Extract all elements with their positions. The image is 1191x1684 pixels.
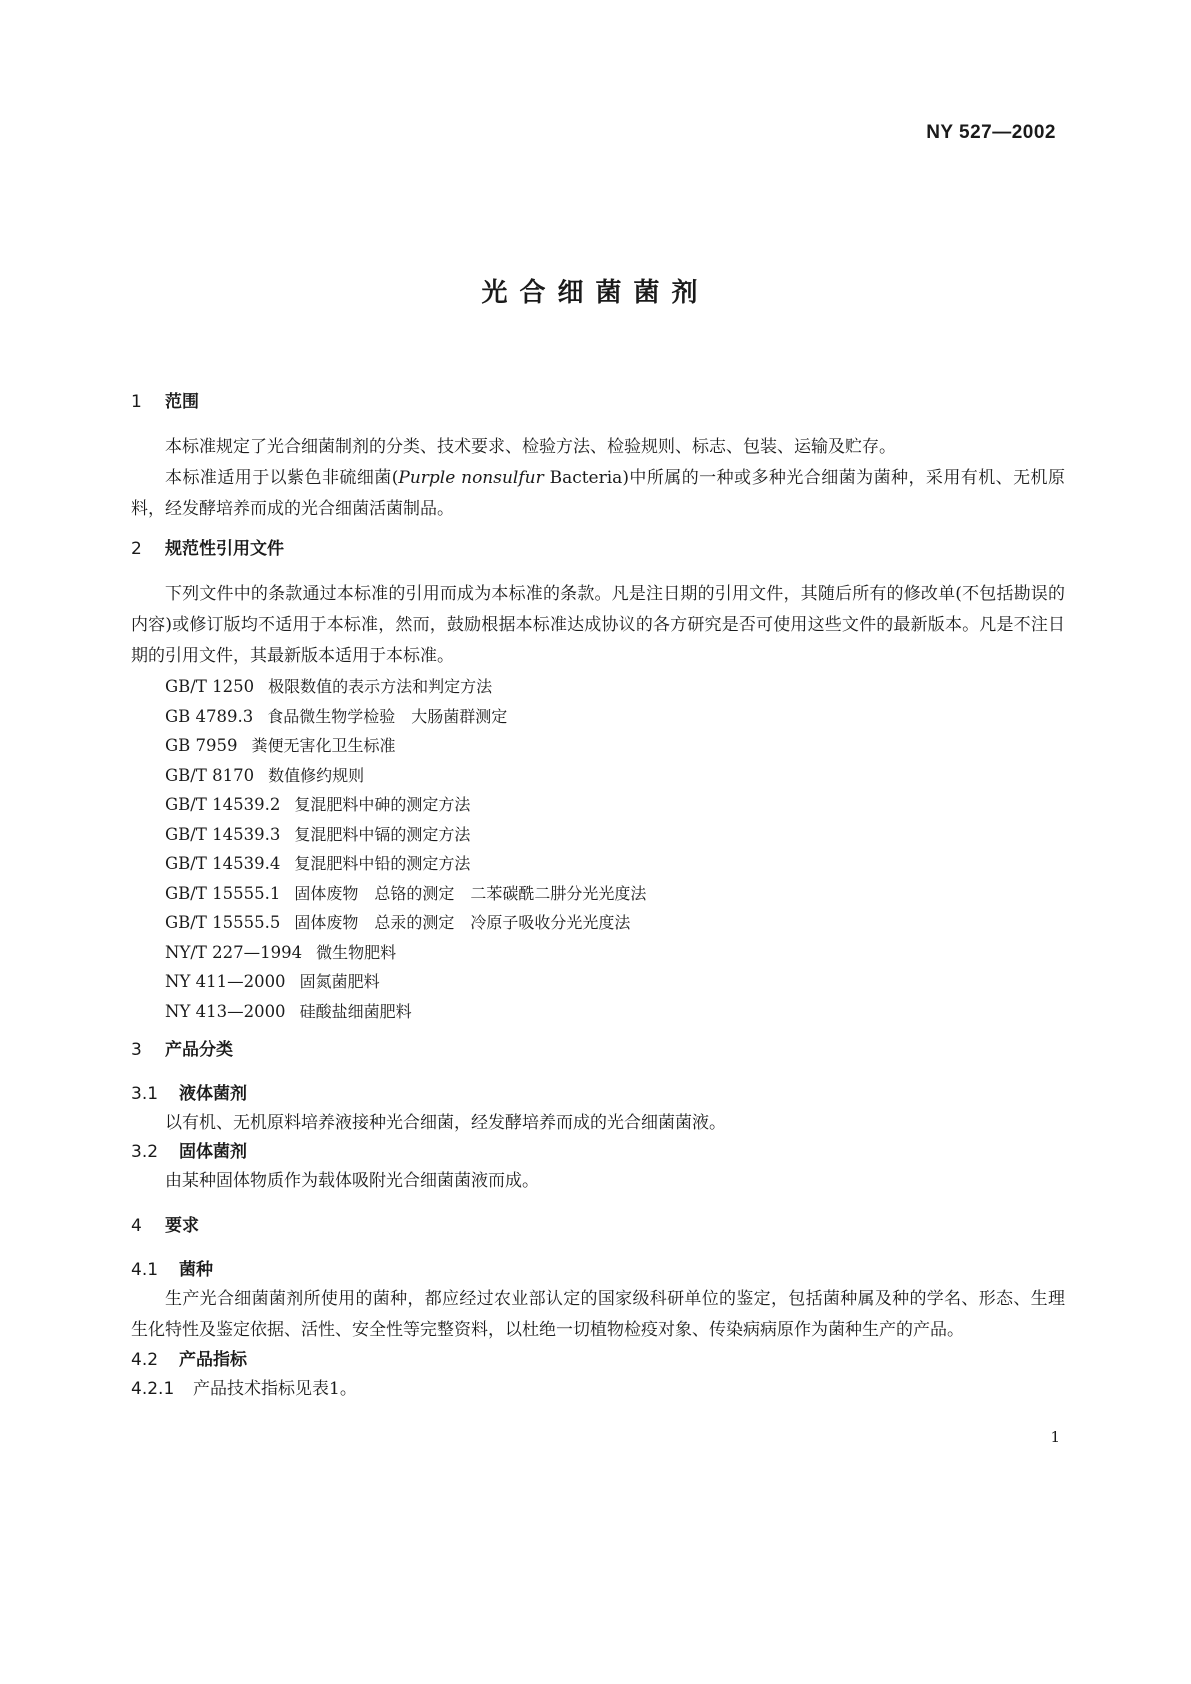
section-1-para-2-italic: Purple nonsulfur xyxy=(398,468,544,488)
reference-item xyxy=(165,879,1065,909)
reference-title: 硅酸盐细菌肥料 xyxy=(299,1001,412,1021)
reference-code: GB/T 14539.4 xyxy=(165,854,281,873)
reference-title: 固体废物 总铬的测定 二苯碳酰二肼分光光度法 xyxy=(294,883,647,903)
section-1-para-2-start: 本标准适用于以紫色非硫细菌( xyxy=(165,468,399,488)
page-number: 1 xyxy=(1050,1428,1060,1446)
clause-4-2-1-number: 4.2.1 xyxy=(131,1379,175,1399)
section-4-title: 要求 xyxy=(165,1216,199,1236)
reference-code: NY/T 227—1994 xyxy=(165,942,303,962)
section-4-1-number: 4.1 xyxy=(131,1260,159,1280)
reference-item xyxy=(165,790,1065,820)
document-title: 光合细菌菌剂 xyxy=(481,278,710,308)
section-3-2-text: 由某种固体物质作为载体吸附光合细菌菌液而成。 xyxy=(165,1171,539,1191)
section-3-number: 3 xyxy=(131,1040,142,1060)
section-1-heading xyxy=(131,390,1065,414)
section-4-1-title: 菌种 xyxy=(179,1260,213,1280)
section-3-1-text: 以有机、无机原料培养液接种光合细菌，经发酵培养而成的光合细菌菌液。 xyxy=(165,1113,726,1133)
section-4-1-text: 生产光合细菌菌剂所使用的菌种，都应经过农业部认定的国家级科研单位的鉴定，包括菌种属及种的学名、形态、生理生化特性及鉴定依据、活性、安全性等完整资料，以杜绝一切植物检疫对象、传染病病原作为菌种生产的产品。 xyxy=(131,1289,1065,1340)
section-3-2-title: 固体菌剂 xyxy=(179,1142,247,1162)
clause-4-2-1-text: 产品技术指标见表1。 xyxy=(193,1379,357,1399)
section-2-title: 规范性引用文件 xyxy=(165,539,284,559)
section-4-2-number: 4.2 xyxy=(131,1350,159,1370)
section-1-para-1: 本标准规定了光合细菌制剂的分类、技术要求、检验方法、检验规则、标志、包装、运输及贮存。 xyxy=(165,437,896,457)
section-1-number: 1 xyxy=(131,392,142,412)
reference-code: GB/T 8170 xyxy=(165,765,255,785)
reference-item xyxy=(165,761,1065,791)
section-4-1-heading xyxy=(131,1256,1065,1284)
reference-item xyxy=(165,997,1065,1027)
standard-code: NY 527—2002 xyxy=(926,122,1056,143)
section-3-1-heading xyxy=(131,1080,1065,1108)
section-3-1-number: 3.1 xyxy=(131,1084,159,1104)
reference-title: 食品微生物学检验 大肠菌群测定 xyxy=(267,706,508,726)
section-2-intro: 下列文件中的条款通过本标准的引用而成为本标准的条款。凡是注日期的引用文件，其随后所有的修改单(不包括勘误的内容)或修订版均不适用于本标准，然而，鼓励根据本标准达成协议的各方研究是否可使用这些文件的最新版本。凡是不注日期的引用文件，其最新版本适用于本标准。 xyxy=(131,584,1065,666)
clause-4-2-1 xyxy=(131,1374,1065,1404)
reference-code: GB/T 15555.5 xyxy=(165,913,281,932)
section-1-title: 范围 xyxy=(165,392,199,412)
reference-code: GB/T 14539.2 xyxy=(165,795,281,814)
section-1-para-2 xyxy=(131,463,1065,525)
section-3-2-number: 3.2 xyxy=(131,1142,159,1162)
section-4-2-heading xyxy=(131,1346,1065,1374)
section-1-para-2-end: Bacteria)中所属的一种或多种光合细菌为菌种，采用有机、无机原料，经发酵培养而成的光合细菌活菌制品。 xyxy=(131,468,1065,519)
section-4-heading xyxy=(131,1214,1065,1238)
section-4-2-title: 产品指标 xyxy=(179,1350,247,1370)
section-3-title: 产品分类 xyxy=(165,1040,233,1060)
reference-item xyxy=(165,820,1065,850)
reference-title: 数值修约规则 xyxy=(268,765,365,785)
reference-item xyxy=(165,938,1065,968)
reference-code: GB/T 1250 xyxy=(165,677,255,696)
reference-code: NY 413—2000 xyxy=(165,1001,286,1021)
reference-title: 固氮菌肥料 xyxy=(299,972,380,991)
reference-title: 复混肥料中镉的测定方法 xyxy=(294,824,471,844)
section-2-heading xyxy=(131,537,1065,561)
section-2-number: 2 xyxy=(131,539,142,559)
reference-code: GB/T 15555.1 xyxy=(165,883,281,903)
reference-title: 复混肥料中铅的测定方法 xyxy=(294,854,471,873)
reference-code: NY 411—2000 xyxy=(165,972,286,991)
reference-item xyxy=(165,908,1065,938)
reference-item xyxy=(165,731,1065,761)
section-3-heading xyxy=(131,1038,1065,1062)
reference-code: GB 4789.3 xyxy=(165,706,254,726)
document-body xyxy=(131,390,1065,1404)
reference-item xyxy=(165,702,1065,732)
reference-title: 粪便无害化卫生标准 xyxy=(251,736,396,755)
reference-code: GB/T 14539.3 xyxy=(165,824,281,844)
section-3-2-heading xyxy=(131,1138,1065,1166)
reference-code: GB 7959 xyxy=(165,736,238,755)
reference-title: 固体废物 总汞的测定 冷原子吸收分光光度法 xyxy=(294,913,631,932)
reference-item xyxy=(165,967,1065,997)
reference-title: 微生物肥料 xyxy=(316,942,397,962)
reference-item xyxy=(165,672,1065,702)
reference-list xyxy=(131,672,1065,1026)
reference-title: 复混肥料中砷的测定方法 xyxy=(294,795,471,814)
section-4-number: 4 xyxy=(131,1216,142,1236)
reference-item xyxy=(165,849,1065,879)
section-3-1-title: 液体菌剂 xyxy=(179,1084,247,1104)
reference-title: 极限数值的表示方法和判定方法 xyxy=(268,677,493,696)
